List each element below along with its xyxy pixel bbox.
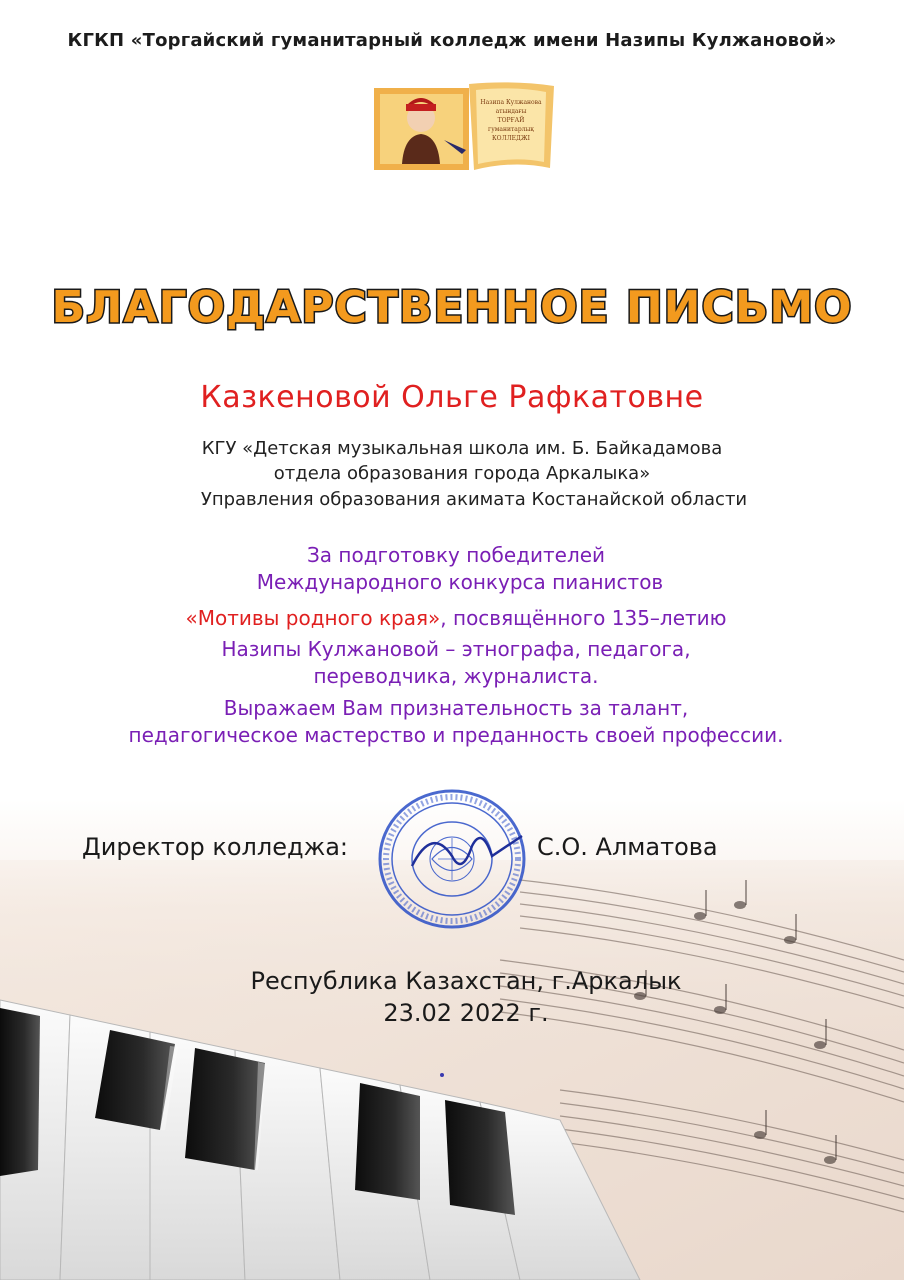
letter-title bbox=[0, 272, 904, 342]
reason-line-6: Выражаем Вам признательность за талант, bbox=[223, 696, 689, 720]
director-name: С.О. Алматова bbox=[537, 833, 718, 861]
svg-text:ТОРҒАЙ: ТОРҒАЙ bbox=[497, 117, 525, 124]
reason-line-3 bbox=[4, 606, 904, 630]
date-line: 23.02 2022 г. bbox=[383, 999, 549, 1027]
place-line: Республика Казахстан, г.Аркалык bbox=[250, 967, 682, 995]
svg-text:Назипа Кулжанова: Назипа Кулжанова bbox=[480, 99, 542, 106]
decorative-dot bbox=[440, 1073, 444, 1077]
letter-title-text: БЛАГОДАРСТВЕННОЕ ПИСЬМО bbox=[51, 282, 853, 333]
organization-line-3: Управления образования акимата Костанайской области bbox=[200, 489, 748, 510]
organization-line-1: КГУ «Детская музыкальная школа им. Б. Байкадамова bbox=[201, 438, 723, 459]
contest-name: «Мотивы родного края» bbox=[185, 606, 441, 630]
reason-line-5: переводчика, журналиста. bbox=[313, 664, 599, 688]
director-label: Директор колледжа: bbox=[82, 833, 349, 861]
svg-text:гуманитарлық: гуманитарлық bbox=[488, 126, 534, 133]
official-stamp-seal bbox=[372, 786, 532, 932]
reason-line-3-rest: , посвящённого 135–летию bbox=[440, 606, 727, 630]
reason-line-4: Назипы Кулжановой – этнографа, педагога, bbox=[221, 637, 691, 661]
college-name: КГКП «Торгайский гуманитарный колледж имени Назипы Кулжановой» bbox=[67, 30, 837, 51]
reason-line-1: За подготовку победителей bbox=[306, 543, 606, 567]
organization-line-2: отдела образования города Аркалыка» bbox=[273, 463, 651, 484]
recipient-name: Казкеновой Ольге Рафкатовне bbox=[200, 380, 704, 415]
reason-line-2: Международного конкурса пианистов bbox=[256, 570, 664, 594]
svg-text:атындағы: атындағы bbox=[495, 108, 527, 115]
college-logo bbox=[374, 80, 560, 172]
reason-line-7: педагогическое мастерство и преданность своей профессии. bbox=[128, 723, 784, 747]
svg-text:КОЛЛЕДЖІ: КОЛЛЕДЖІ bbox=[492, 135, 530, 142]
director-signature bbox=[412, 836, 522, 866]
